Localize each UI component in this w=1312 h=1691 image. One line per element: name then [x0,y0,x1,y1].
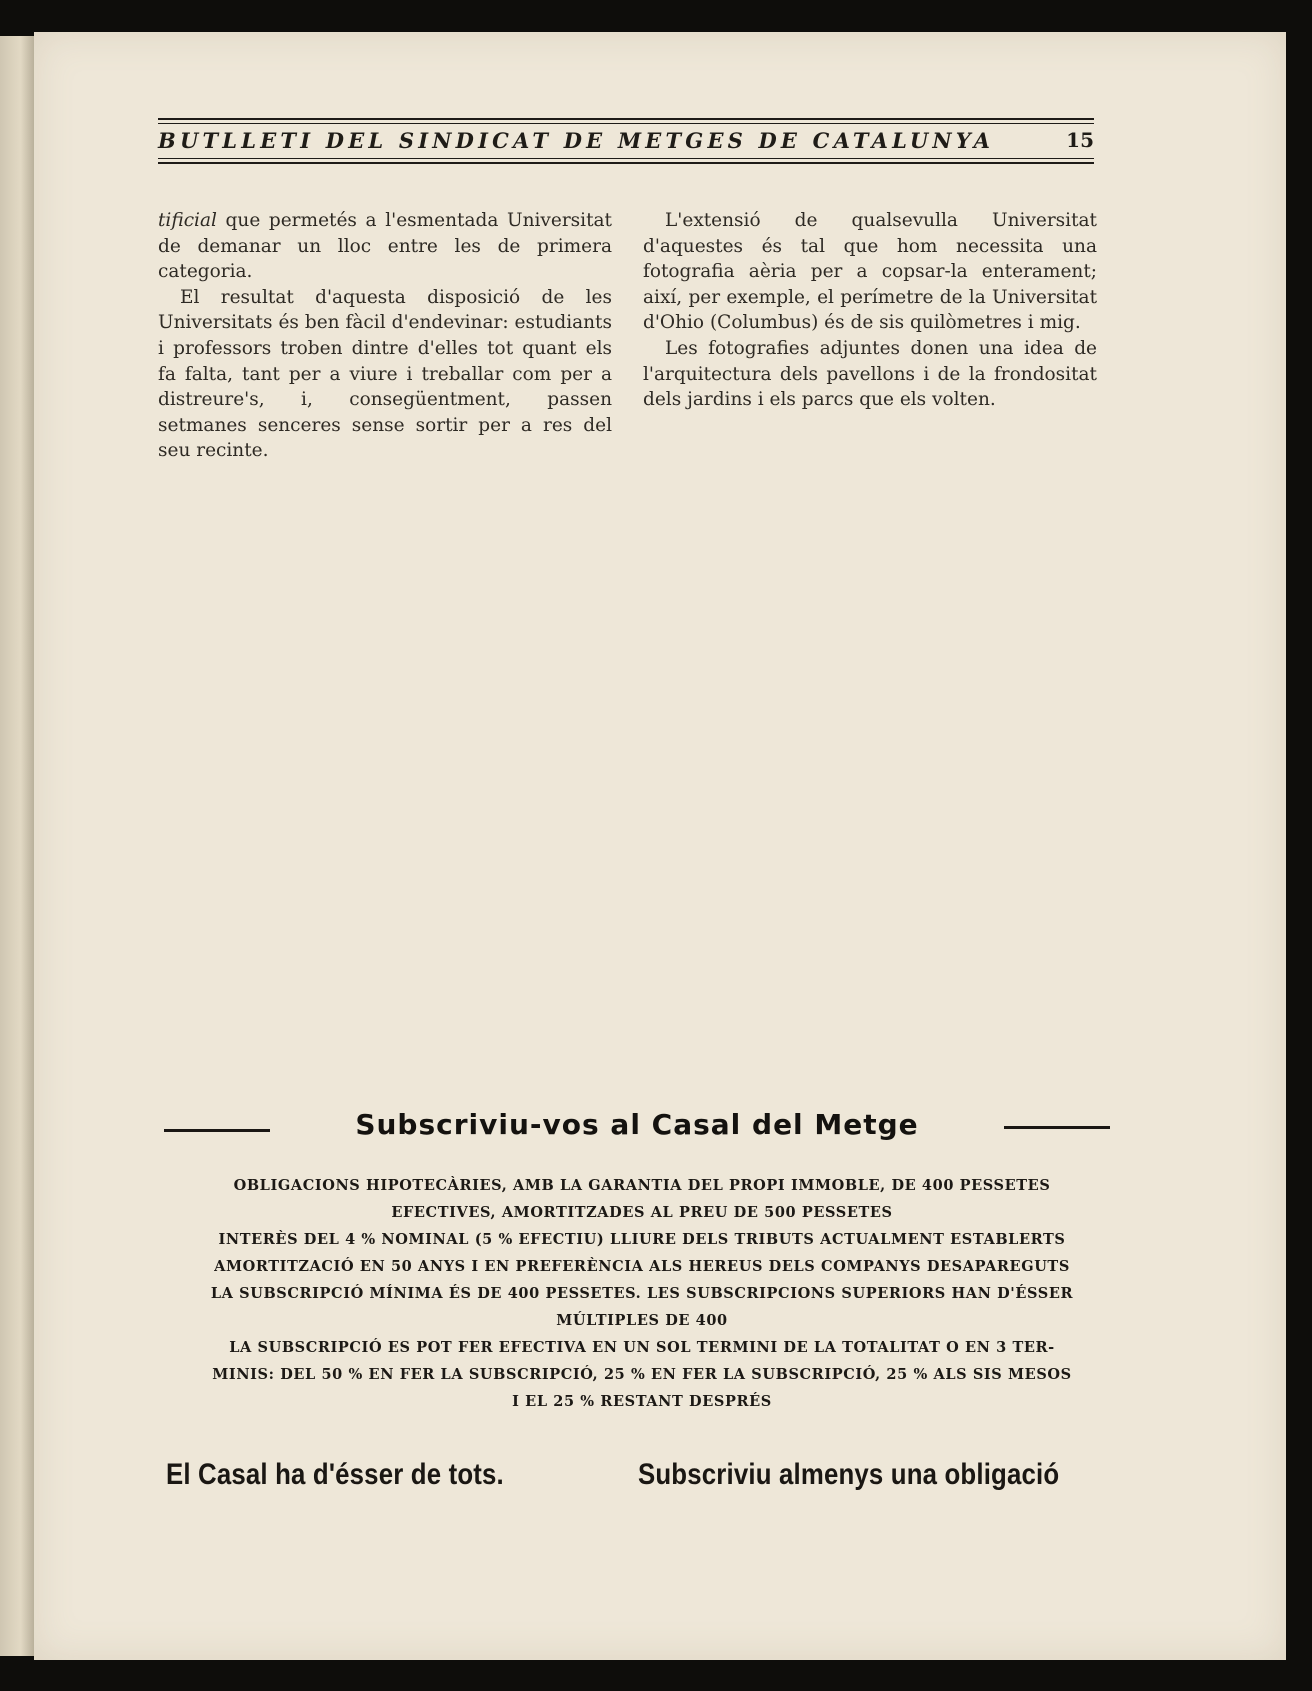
heading-dash-right [1004,1126,1110,1129]
journal-title: BUTLLETI DEL SINDICAT DE METGES DE CATALUNYA [158,128,995,153]
terms-line: LA SUBSCRIPCIÓ ES POT FER EFECTIVA EN UN SOL TERMINI DE LA TOTALITAT O EN 3 TER- [229,1339,1055,1356]
subscription-heading-row [164,1108,1110,1148]
slogan-right: Subscriviu almenys una obligació [638,1458,1060,1491]
left-text-column [158,208,612,464]
terms-line: OBLIGACIONS HIPOTECÀRIES, AMB LA GARANTIA DEL PROPI IMMOBLE, DE 400 PESSETES [233,1177,1051,1194]
terms-line: EFECTIVES, AMORTITZADES AL PREU DE 500 PESSETES [391,1204,893,1221]
terms-line: I EL 25 % RESTANT DESPRÉS [512,1393,772,1410]
right-paragraph-1: L'extensió de qualsevulla Universitat d'aquestes és tal que hom necessita una fotografia aèria per a copsar-la enterament; així, per exemple, el perímetre de la Universitat d'Ohio (Columbus) és de sis quilòmetres i mig. [643,210,1097,334]
header-rule-top-1 [158,118,1094,120]
terms-line: MINIS: DEL 50 % EN FER LA SUBSCRIPCIÓ, 25 % EN FER LA SUBSCRIPCIÓ, 25 % ALS SIS MESOS [212,1366,1072,1383]
left-paragraph-1-text: que permetés a l'esmentada Universitat de demanar un lloc entre les de primera categoria. [158,210,612,283]
right-paragraph-2: Les fotografies adjuntes donen una idea de l'arquitectura dels pavellons i de la frondositat dels jardins i els parcs que els volten. [643,337,1097,411]
terms-line: LA SUBSCRIPCIÓ MÍNIMA ÉS DE 400 PESSETES. LES SUBSCRIPCIONS SUPERIORS HAN D'ÉSSER [210,1285,1074,1302]
header-rule-bottom-1 [158,158,1094,159]
document-page [34,32,1286,1660]
right-text-column [643,208,1097,413]
header-rule-top-2 [158,123,1094,124]
left-paragraph-1 [158,208,612,285]
terms-line: MÚLTIPLES DE 400 [556,1312,728,1329]
terms-line: AMORTITZACIÓ EN 50 ANYS I EN PREFERÈNCIA ALS HEREUS DELS COMPANYS DESAPAREGUTS [214,1258,1070,1275]
terms-line: INTERÈS DEL 4 % NOMINAL (5 % EFECTIU) LLIURE DELS TRIBUTS ACTUALMENT ESTABLERTS [218,1231,1066,1248]
book-spine-edge [0,36,34,1656]
header-rule-bottom-2 [158,162,1094,164]
subscription-heading: Subscriviu-vos al Casal del Metge [355,1108,919,1141]
italic-fragment: tificial [158,210,217,231]
page-number: 15 [1066,128,1094,152]
slogan-left: El Casal ha d'ésser de tots. [166,1458,504,1491]
subscription-terms [174,1172,1110,1415]
left-paragraph-2: El resultat d'aquesta disposició de les Universitats és ben fàcil d'endevinar: estudiants i professors troben dintre d'elles tot quant els fa falta, tant per a viure i treballar com per a distreure's, i, consegüentment, passen setmanes senceres sense sortir per a res del seu recinte. [158,286,612,462]
